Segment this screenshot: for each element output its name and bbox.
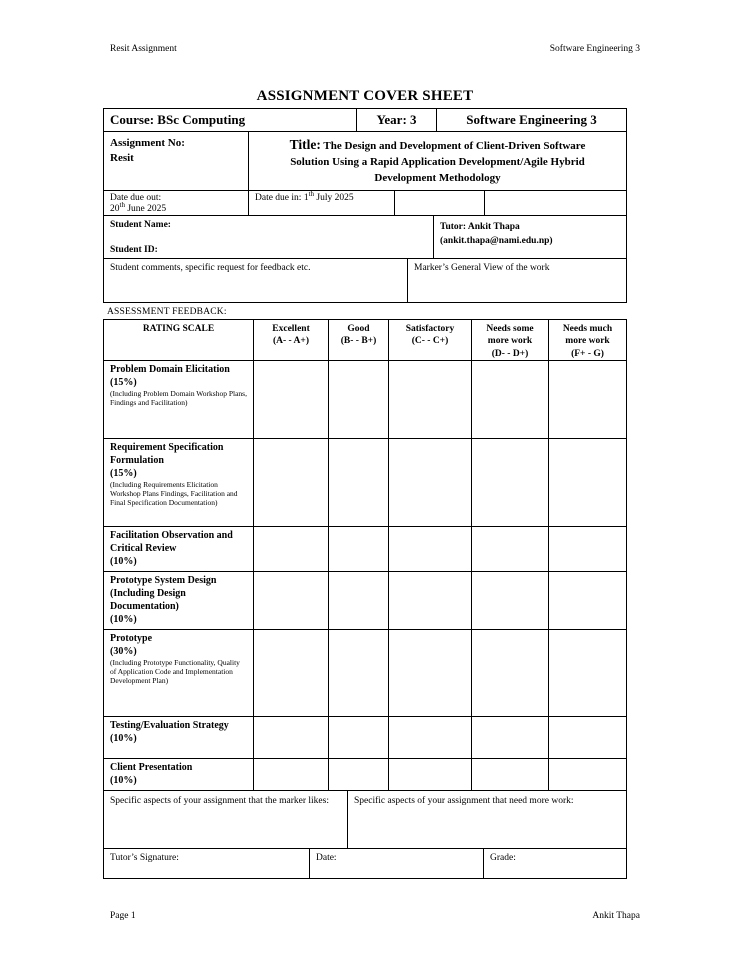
rating-row-problem-domain bbox=[104, 360, 626, 438]
grade-cell bbox=[548, 527, 626, 571]
grade-cell bbox=[471, 527, 548, 571]
date-due-in-value: Date due in: 1th July 2025 bbox=[255, 189, 354, 203]
header-left-text: Resit Assignment bbox=[110, 44, 177, 54]
specific-aspects-row bbox=[104, 791, 626, 848]
grade-cell bbox=[471, 572, 548, 629]
col-header-excellent: Excellent (A- - A+) bbox=[253, 320, 328, 360]
grade-cell bbox=[253, 717, 328, 758]
col-header-satisfactory: Satisfactory (C- - C+) bbox=[388, 320, 471, 360]
assignment-no-label: Assignment No: bbox=[110, 137, 185, 149]
student-comments-cell: Student comments, specific request for feedback etc. bbox=[110, 262, 311, 273]
cover-info-table bbox=[103, 108, 627, 303]
criterion-cell: Prototype (30%) (Including Prototype Functionality, Quality of Application Code and Implementation Development Plan) bbox=[110, 632, 240, 685]
grade-cell bbox=[548, 759, 626, 790]
grade-cell bbox=[388, 717, 471, 758]
needs-more-work-cell: Specific aspects of your assignment that need more work: bbox=[347, 791, 626, 848]
footer-author: Ankit Thapa bbox=[592, 911, 640, 921]
criterion-cell: Facilitation Observation and Critical Review (10%) bbox=[110, 529, 233, 567]
signature-row bbox=[104, 848, 626, 878]
grade-cell bbox=[548, 630, 626, 716]
grade-cell bbox=[253, 527, 328, 571]
criterion-cell: Testing/Evaluation Strategy (10%) bbox=[110, 719, 229, 744]
grade-cell bbox=[328, 630, 388, 716]
grade-cell bbox=[388, 630, 471, 716]
grade-cell bbox=[253, 630, 328, 716]
marker-likes-cell: Specific aspects of your assignment that the marker likes: bbox=[110, 795, 329, 806]
criterion-cell: Client Presentation (10%) bbox=[110, 761, 193, 786]
rating-row-facilitation-observation bbox=[104, 526, 626, 571]
grade-cell bbox=[388, 439, 471, 526]
grade-cell bbox=[548, 361, 626, 438]
assignment-no-cell bbox=[104, 132, 248, 190]
col-header-needs-much-work: Needs much more work (F+ - G) bbox=[548, 320, 626, 360]
rating-table bbox=[103, 319, 627, 791]
rating-row-testing-evaluation bbox=[104, 716, 626, 758]
signoff-table bbox=[103, 791, 627, 879]
rating-header-row bbox=[104, 320, 626, 360]
rating-row-client-presentation bbox=[104, 758, 626, 790]
grade-cell bbox=[328, 759, 388, 790]
grade-cell bbox=[328, 717, 388, 758]
header-right-text: Software Engineering 3 bbox=[549, 44, 640, 54]
tutor-signature-cell: Tutor’s Signature: bbox=[110, 852, 179, 863]
student-name-cell bbox=[104, 216, 433, 258]
student-id-label: Student ID: bbox=[110, 244, 158, 255]
grade-cell bbox=[471, 361, 548, 438]
empty-cell bbox=[394, 191, 484, 215]
grade-cell bbox=[253, 572, 328, 629]
dates-row bbox=[104, 190, 626, 215]
grade-cell bbox=[253, 361, 328, 438]
marker-view-cell: Marker’s General View of the work bbox=[407, 259, 626, 302]
grade-cell bbox=[328, 439, 388, 526]
running-header bbox=[110, 44, 640, 54]
page-title: ASSIGNMENT COVER SHEET bbox=[256, 88, 474, 104]
grade-cell bbox=[471, 630, 548, 716]
tutor-name: Tutor: Ankit Thapa bbox=[440, 221, 520, 232]
criterion-cell: Prototype System Design (Including Design Documentation) (10%) bbox=[110, 574, 217, 625]
year-cell: Year: 3 bbox=[356, 109, 436, 131]
course-row bbox=[104, 109, 626, 131]
grade-cell-label: Grade: bbox=[483, 849, 626, 878]
grade-cell bbox=[253, 759, 328, 790]
grade-cell bbox=[471, 717, 548, 758]
assignment-no-value: Resit bbox=[110, 151, 134, 164]
document-content bbox=[103, 108, 627, 879]
col-header-needs-some-work: Needs some more work (D- - D+) bbox=[471, 320, 548, 360]
module-cell: Software Engineering 3 bbox=[436, 109, 626, 131]
date-due-out-label: Date due out: bbox=[110, 192, 162, 203]
assignment-title-cell bbox=[248, 132, 626, 190]
date-cell: Date: bbox=[309, 849, 483, 878]
grade-cell bbox=[253, 439, 328, 526]
grade-cell bbox=[471, 759, 548, 790]
tutor-cell bbox=[433, 216, 626, 258]
grade-cell bbox=[388, 759, 471, 790]
grade-cell bbox=[388, 527, 471, 571]
grade-cell bbox=[328, 361, 388, 438]
rating-row-prototype-design bbox=[104, 571, 626, 629]
tutor-email: (ankit.thapa@nami.edu.np) bbox=[440, 236, 553, 247]
running-footer bbox=[110, 911, 640, 921]
assignment-title-row bbox=[104, 131, 626, 190]
date-due-out-cell bbox=[104, 191, 248, 215]
student-name-label: Student Name: bbox=[110, 219, 171, 230]
rating-scale-header-cell: RATING SCALE bbox=[142, 323, 215, 334]
title-label: Title: bbox=[289, 137, 321, 152]
grade-cell bbox=[548, 572, 626, 629]
comments-row bbox=[104, 258, 626, 302]
student-tutor-row bbox=[104, 215, 626, 258]
grade-cell bbox=[388, 572, 471, 629]
assessment-feedback-label: ASSESSMENT FEEDBACK: bbox=[107, 306, 227, 317]
date-due-out-value: 20th June 2025 bbox=[110, 201, 167, 215]
date-due-in-cell bbox=[248, 191, 394, 215]
course-cell: Course: BSc Computing bbox=[110, 112, 246, 127]
grade-cell bbox=[471, 439, 548, 526]
title-text: The Design and Development of Client-Driven Software Solution Using a Rapid Application Development/Agile Hybrid Development Methodology bbox=[290, 140, 586, 184]
grade-cell bbox=[328, 572, 388, 629]
grade-cell bbox=[388, 361, 471, 438]
criterion-cell: Problem Domain Elicitation (15%) (Including Problem Domain Workshop Plans, Findings and Facilitation) bbox=[110, 363, 247, 407]
criterion-cell: Requirement Specification Formulation (15%) (Including Requirements Elicitation Workshop Plans Findings, Facilitation and Final Specification Documentation) bbox=[110, 441, 238, 507]
rating-row-requirement-spec bbox=[104, 438, 626, 526]
grade-cell bbox=[328, 527, 388, 571]
rating-row-prototype bbox=[104, 629, 626, 716]
empty-cell bbox=[484, 191, 626, 215]
grade-cell bbox=[548, 717, 626, 758]
col-header-good: Good (B- - B+) bbox=[328, 320, 388, 360]
grade-cell bbox=[548, 439, 626, 526]
footer-page-number: Page 1 bbox=[110, 911, 136, 921]
